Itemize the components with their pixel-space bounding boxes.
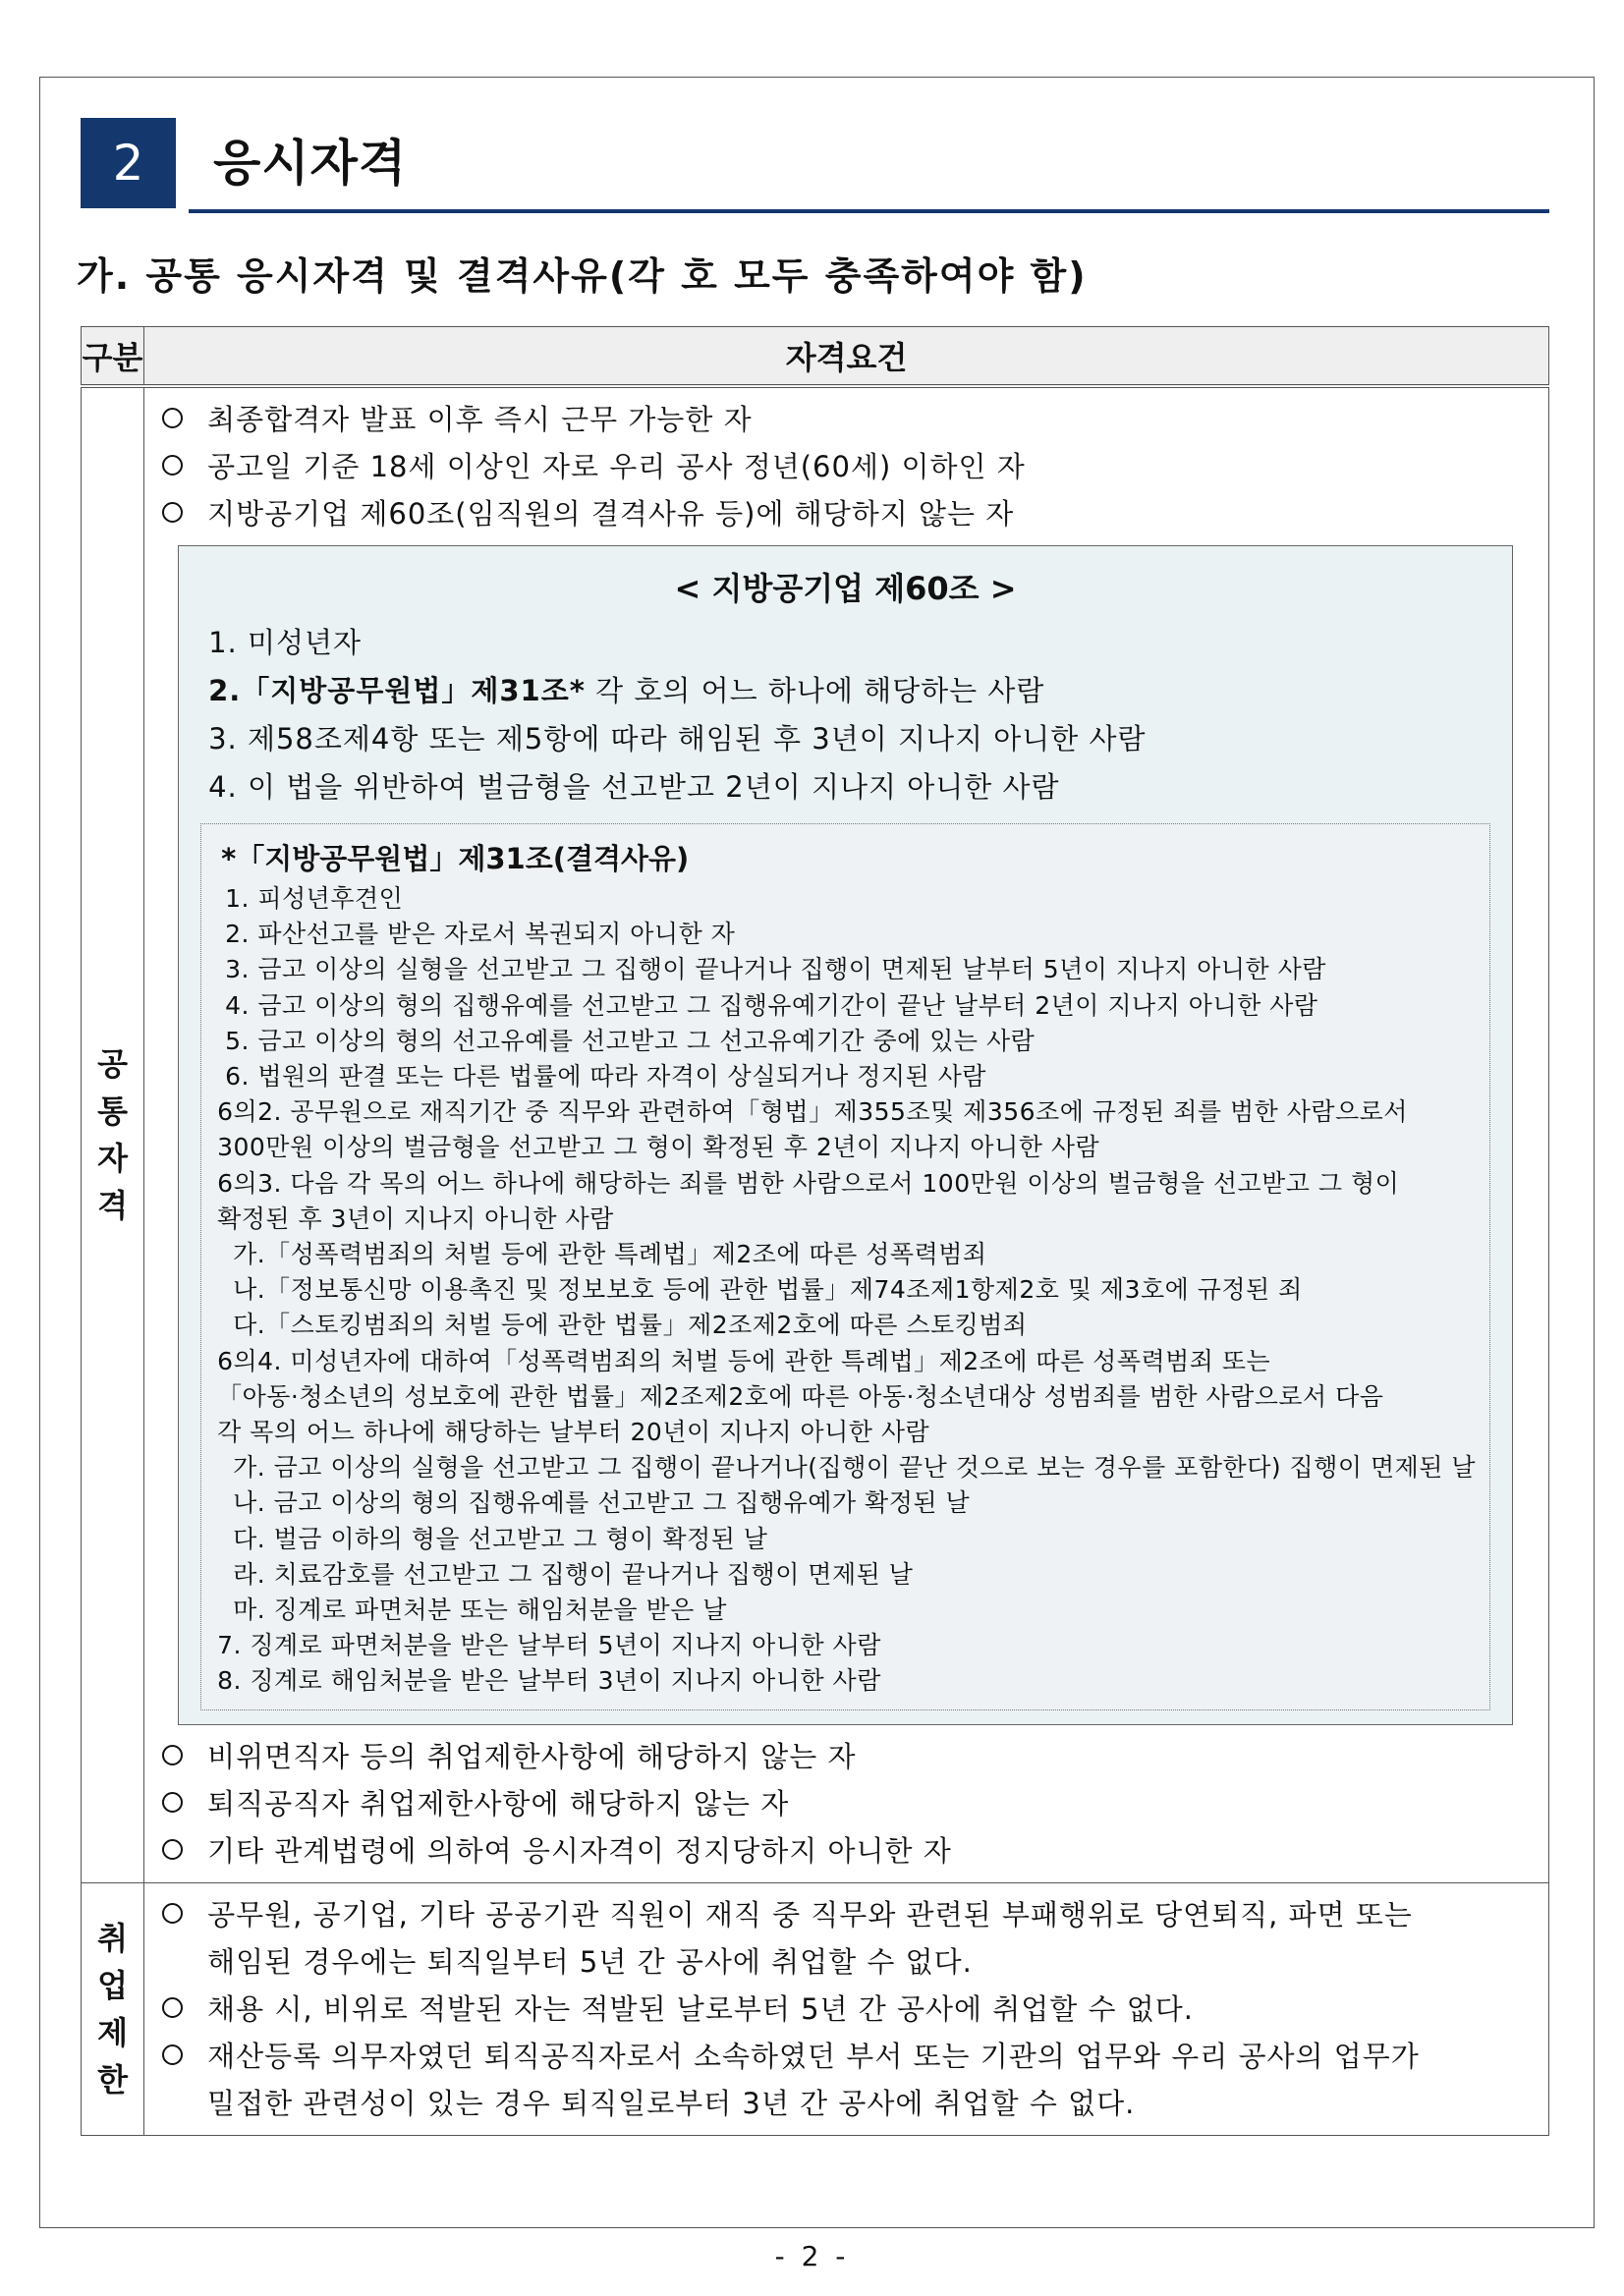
row-label-common: 공 통 자 격 <box>82 386 144 1882</box>
subbox-line: 가.「성폭력범죄의 처벌 등에 관한 특례법」제2조에 따른 성폭력범죄 <box>233 1240 987 1269</box>
list-item: 지방공기업 제60조(임직원의 결격사유 등)에 해당하지 않는 자 <box>144 490 1548 537</box>
list-item: 최종합격자 발표 이후 즉시 근무 가능한 자 <box>144 396 1548 443</box>
subbox-line: 4. 금고 이상의 형의 집행유예를 선고받고 그 집행유예기간이 끝난 날부터 2년이 지나지 아니한 사람 <box>225 990 1318 1020</box>
section-underline <box>189 209 1549 213</box>
table-header-row <box>82 327 1549 387</box>
page-number: - 2 - <box>774 2240 850 2272</box>
subbox-line: 라. 치료감호를 선고받고 그 집행이 끝나거나 집행이 면제된 날 <box>233 1559 914 1589</box>
disqualification-subbox <box>200 823 1490 1710</box>
col-header-category: 구분 <box>82 327 144 387</box>
list-item-continuation: 해임된 경우에는 퇴직일부터 5년 간 공사에 취업할 수 없다. <box>207 1944 973 1979</box>
subbox-line: 7. 징계로 파면처분을 받은 날부터 5년이 지나지 아니한 사람 <box>217 1631 881 1660</box>
subbox-line: 6의2. 공무원으로 재직기간 중 직무와 관련하여「형법」제355조및 제356조에 규정된 죄를 범한 사람으로서 <box>217 1097 1408 1127</box>
subbox-line: 나.「정보통신망 이용촉진 및 정보보호 등에 관한 법률」제74조제1항제2호 및 제3호에 규정된 죄 <box>233 1275 1303 1305</box>
law-item: 3. 제58조제4항 또는 제5항에 따라 해임된 후 3년이 지나지 아니한 사람 <box>208 722 1147 756</box>
subbox-line: 나. 금고 이상의 형의 집행유예를 선고받고 그 집행유예가 확정된 날 <box>233 1488 971 1518</box>
law-item: 2.「지방공무원법」제31조* 각 호의 어느 하나에 해당하는 사람 <box>208 674 1045 707</box>
subbox-line: 5. 금고 이상의 형의 선고유예를 선고받고 그 선고유예기간 중에 있는 사람 <box>225 1026 1036 1055</box>
subbox-line: 가. 금고 이상의 실형을 선고받고 그 집행이 끝나거나(집행이 끝난 것으로 보는 경우를 포함한다) 집행이 면제된 날 <box>233 1453 1476 1483</box>
subbox-line: 1. 피성년후견인 <box>225 884 404 913</box>
list-item: 퇴직공직자 취업제한사항에 해당하지 않는 자 <box>144 1780 1548 1827</box>
circle-bullet-icon <box>162 455 183 476</box>
subbox-line: 6의4. 미성년자에 대하여「성폭력범죄의 처벌 등에 관한 특례법」제2조에 따른 성폭력범죄 또는 <box>217 1346 1271 1375</box>
col-header-requirements: 자격요건 <box>144 327 1549 387</box>
subbox-line: 3. 금고 이상의 실형을 선고받고 그 집행이 끝나거나 집행이 면제된 날부터 5년이 지나지 아니한 사람 <box>225 955 1326 984</box>
law-box-title: < 지방공기업 제60조 > <box>674 570 1017 607</box>
list-item: 채용 시, 비위로 적발된 자는 적발된 날로부터 5년 간 공사에 취업할 수 없다. <box>144 1986 1548 2033</box>
law-item: 1. 미성년자 <box>208 626 363 659</box>
table-row-common <box>82 386 1549 1882</box>
subbox-line: 마. 징계로 파면처분 또는 해임처분을 받은 날 <box>233 1596 727 1625</box>
law-item: 4. 이 법을 위반하여 벌금형을 선고받고 2년이 지나지 아니한 사람 <box>208 770 1060 804</box>
list-item: 공무원, 공기업, 기타 공공기관 직원이 재직 중 직무와 관련된 부패행위로 당연퇴직, 파면 또는 <box>144 1891 1548 1938</box>
circle-bullet-icon <box>162 1839 183 1860</box>
subbox-line: 다. 벌금 이하의 형을 선고받고 그 형이 확정된 날 <box>233 1524 768 1553</box>
subbox-line: 6. 법원의 판결 또는 다른 법률에 따라 자격이 상실되거나 정지된 사람 <box>225 1062 986 1092</box>
subbox-line: 8. 징계로 해임처분을 받은 날부터 3년이 지나지 아니한 사람 <box>217 1666 881 1696</box>
list-item: 기타 관계법령에 의하여 응시자격이 정지당하지 아니한 자 <box>144 1827 1548 1875</box>
list-item: 비위면직자 등의 취업제한사항에 해당하지 않는 자 <box>144 1733 1548 1780</box>
list-item-continuation: 밀접한 관련성이 있는 경우 퇴직일로부터 3년 간 공사에 취업할 수 없다. <box>207 2086 1136 2120</box>
circle-bullet-icon <box>162 2044 183 2065</box>
section-title: 응시자격 <box>213 135 408 192</box>
circle-bullet-icon <box>162 1745 183 1765</box>
list-item: 재산등록 의무자였던 퇴직공직자로서 소속하였던 부서 또는 기관의 업무와 우리 공사의 업무가 <box>144 2033 1548 2080</box>
row-content-common <box>144 386 1549 1882</box>
row-label-employment-restriction: 취 업 제 한 <box>82 1882 144 2135</box>
subsection-title: 가. 공통 응시자격 및 결격사유(각 호 모두 충족하여야 함) <box>77 254 1088 298</box>
circle-bullet-icon <box>162 1903 183 1924</box>
subbox-line: 6의3. 다음 각 목의 어느 하나에 해당하는 죄를 범한 사람으로서 100만원 이상의 벌금형을 선고받고 그 형이 <box>217 1168 1400 1198</box>
subbox-line: 2. 파산선고를 받은 자로서 복권되지 아니한 자 <box>225 920 736 949</box>
subbox-line: 각 목의 어느 하나에 해당하는 날부터 20년이 지나지 아니한 사람 <box>217 1418 930 1447</box>
subbox-line: 「아동·청소년의 성보호에 관한 법률」제2조제2호에 따른 아동·청소년대상 성범죄를 범한 사람으로서 다음 <box>217 1381 1384 1411</box>
subbox-line: 확정된 후 3년이 지나지 아니한 사람 <box>217 1204 614 1233</box>
subbox-line: 300만원 이상의 벌금형을 선고받고 그 형이 확정된 후 2년이 지나지 아니한 사람 <box>217 1133 1100 1162</box>
subbox-title: *「지방공무원법」제31조(결격사유) <box>221 842 690 875</box>
qualification-table <box>81 326 1549 2136</box>
table-row-employment-restriction <box>82 1882 1549 2135</box>
subbox-line: 다.「스토킹범죄의 처벌 등에 관한 법률」제2조제2호에 따른 스토킹범죄 <box>233 1311 1028 1340</box>
circle-bullet-icon <box>162 408 183 428</box>
circle-bullet-icon <box>162 1792 183 1813</box>
circle-bullet-icon <box>162 502 183 523</box>
law-article-box <box>178 545 1513 1725</box>
section-header <box>81 118 1549 212</box>
section-number: 2 <box>81 118 176 208</box>
row-content-employment-restriction <box>144 1882 1549 2135</box>
list-item: 공고일 기준 18세 이상인 자로 우리 공사 정년(60세) 이하인 자 <box>144 443 1548 490</box>
circle-bullet-icon <box>162 1997 183 2018</box>
